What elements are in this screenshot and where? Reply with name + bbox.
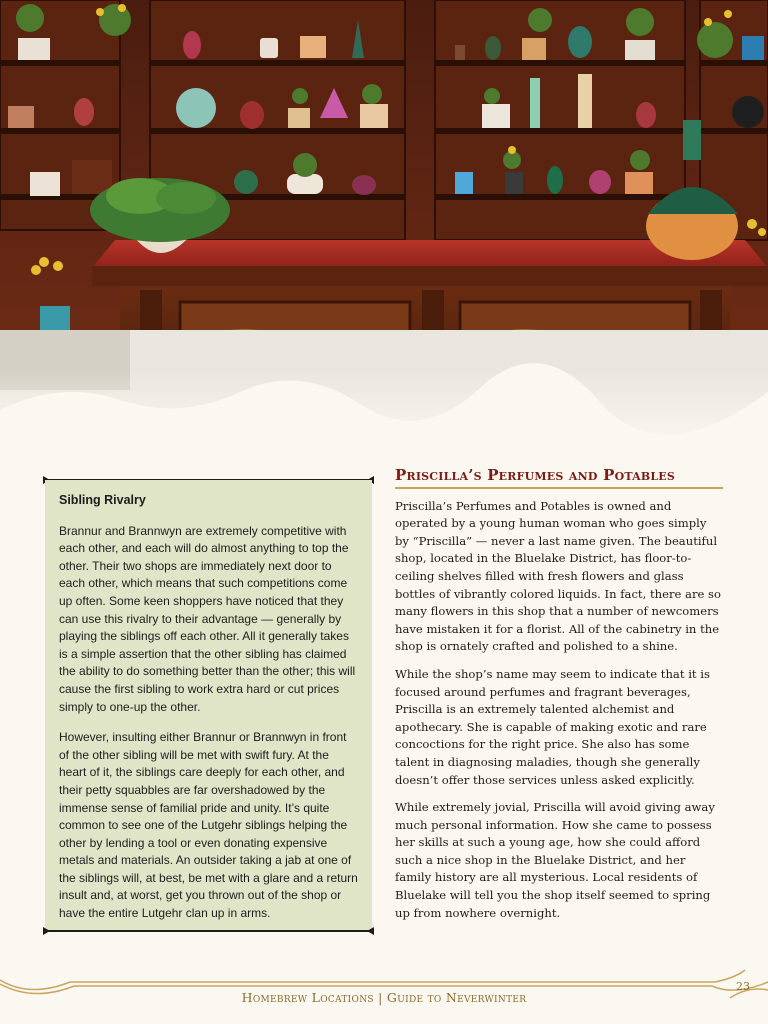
section-heading: Priscilla’s Perfumes and Potables — [395, 467, 723, 489]
sidebar-bottom-rule — [45, 930, 372, 932]
page-number: 23 — [736, 980, 750, 993]
sidebar-box — [45, 480, 372, 930]
sidebar-paragraph: However, insulting either Brannur or Brannwyn in front of the other sibling will be met with swift fury. At the heart of it, the siblings care deeply for each other, and their petty squabbles are far overshadowed by the immense sense of familial pride and unity. It’s quite common to see one of the Lutgehr siblings helping the other by lending a tool or even donating expensive metals and materials. An outsider taking a jab at one of the siblings will, at best, be met with a glare and a return insult and, at worst, get you thrown out of the shop or have the entire Lutgehr clan up in arms. — [59, 730, 358, 921]
shop-illustration — [0, 0, 768, 450]
body-paragraph: While extremely jovial, Priscilla will avoid giving away much personal information. How she came to possess her skills at such a young age, how she could afford such a nice shop in the Bluelake District, and her family history are all mysterious. Local residents of Bluelake will tell you the shop itself seemed to spring up from nowhere overnight. — [395, 800, 715, 920]
sidebar-title: Sibling Rivalry — [59, 493, 146, 507]
body-paragraph: Priscilla’s Perfumes and Potables is owned and operated by a young human woman who goes simply by “Priscilla” — never a last name given. The beautiful shop, located in the Bluelake District, has floor-to-ceiling shelves filled with fresh flowers and glass bottles of vibrantly colored liquids. In fact, there are so many flowers in this shop that a number of newcomers have mistaken it for a florist. All of the cabinetry in the shop is ornately crafted and polished to a shine. — [395, 498, 721, 654]
body-paragraph: While the shop’s name may seem to indicate that it is focused around perfumes and fragrant beverages, Priscilla is an extremely talented alchemist and apothecary. She is capable of making exotic and rare concoctions for the right price. She also has some talent in diagnosing maladies, though she generally doesn’t offer those services unless asked explicitly. — [395, 666, 710, 787]
footer-title: Homebrew Locations | Guide to Neverwinter — [241, 990, 527, 1005]
main-column — [395, 467, 723, 922]
sidebar-paragraph: Brannur and Brannwyn are extremely competitive with each other, and each will do almost anything to top the other. Their two shops are immediately next door to each other, which means that such competitions come up often. Some keen shoppers have noticed that they can use this rivalry to their advantage — generally by playing the siblings off each other. All it generally takes is a simple assertion that the other sibling has claimed the ability to do something better than the other; this will cause the first sibling to work extra hard or cut prices simply to one-up the other. — [59, 523, 356, 714]
